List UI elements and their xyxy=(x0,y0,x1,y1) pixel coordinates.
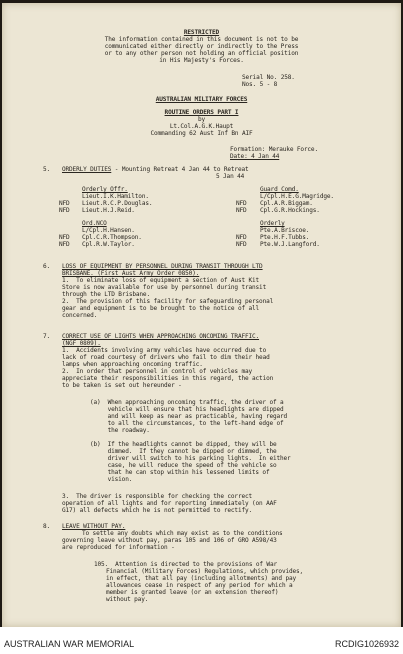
duty-name: Pte.A.Briscoe. xyxy=(260,227,310,234)
body-line: lamps when approaching oncoming traffic. xyxy=(62,361,203,368)
body-line: and will keep as near as practicable, having regard xyxy=(90,413,288,420)
body-line: 2. The provision of this facility for safeguarding personal xyxy=(62,298,274,305)
commanding-officer: Lt.Col.A.G.K.Haupt xyxy=(169,123,234,130)
body-line: vehicle will ensure that his headlights are dipped xyxy=(90,406,284,413)
body-line: allowances cease in respect of any period for which a xyxy=(106,582,293,589)
duty-name: Cpl.G.R.Hockings. xyxy=(260,207,320,214)
order-numbers: Nos. 5 - 8 xyxy=(242,81,278,88)
body-line: (b) If the headlights cannot be dipped, they will be xyxy=(90,441,277,448)
nfd-mark: NFD xyxy=(59,200,70,207)
by-line: by xyxy=(197,116,206,123)
body-line: vision. xyxy=(90,476,133,483)
orderly-heading: Orderly xyxy=(260,220,285,227)
item-number: 7. xyxy=(43,333,51,340)
duty-name: Lieut.I.K.Hamilton. xyxy=(82,193,149,200)
item-title: CORRECT USE OF LIGHTS WHEN APPROACHING ONCOMING TRAFFIC. xyxy=(62,333,260,340)
body-line: that he can stop within his lessened limits of xyxy=(90,469,270,476)
item-number: 8. xyxy=(43,523,51,530)
archive-id: RCDIG1026932 xyxy=(334,639,399,649)
body-line: the roadway. xyxy=(90,427,150,434)
command-line: Commanding 62 Aust Inf Bn AIF xyxy=(150,130,253,137)
nfd-mark: NFD xyxy=(236,234,247,241)
body-line: 3. The driver is responsible for checking the correct xyxy=(62,493,253,500)
document-date: Date: 4 Jan 44 xyxy=(230,153,280,160)
item-title-rest: - Mounting Retreat 4 Jan 44 to Retreat xyxy=(111,166,249,173)
body-line: Store is now available for use by personnel during transit xyxy=(62,284,267,291)
duty-name: Cpl.C.R.Thompson. xyxy=(82,234,142,241)
body-line: 2. In order that personnel in control of vehicles may xyxy=(62,368,253,375)
body-line: concerned. xyxy=(62,312,98,319)
item-title: (NGF 0809). xyxy=(62,340,101,347)
item-subline: 5 Jan 44 xyxy=(216,173,245,180)
body-line: driver will switch to his parking lights. In either xyxy=(90,455,291,462)
body-line: to all the circumstances, to the left-hand edge of xyxy=(90,420,284,427)
body-line: appreciate their responsibilities in this regard, the action xyxy=(62,375,274,382)
nfd-mark: NFD xyxy=(236,241,247,248)
duty-name: Cpl.R.W.Taylor. xyxy=(82,241,135,248)
item-title: LEAVE WITHOUT PAY. xyxy=(62,523,126,530)
body-line: (a) When approaching oncoming traffic, the driver of a xyxy=(90,399,284,406)
duty-name: L/Cpl.H.E.G.Magridge. xyxy=(260,193,334,200)
nfd-mark: NFD xyxy=(236,207,247,214)
archive-footer xyxy=(0,627,403,654)
item-title xyxy=(62,166,249,173)
body-line: 1. Accidents involving army vehicles have occurred due to xyxy=(62,347,267,354)
body-line: 105. Attention is directed to the provisions of War xyxy=(94,561,277,568)
document-page xyxy=(2,3,401,627)
notice-line: in His Majesty's Forces. xyxy=(159,57,244,64)
body-line: To settle any doubts which may exist as to the conditions xyxy=(82,530,283,537)
nfd-mark: NFD xyxy=(59,234,70,241)
body-line: governing leave without pay, paras 105 and 106 of GRO A598/43 xyxy=(62,537,277,544)
body-line: gear and equipment is to be brought to the notice of all xyxy=(62,305,260,312)
formation: Formation: Merauke Force. xyxy=(230,146,318,153)
orders-heading: ROUTINE ORDERS PART I xyxy=(164,109,239,116)
body-line: lack of road courtesy of drivers who fail to dim their head xyxy=(62,354,270,361)
notice-line: The information contained in this document is not to be xyxy=(104,36,299,43)
body-line: without pay. xyxy=(106,596,149,603)
unit-heading: AUSTRALIAN MILITARY FORCES xyxy=(155,96,248,103)
body-line: are reproduced for information - xyxy=(62,544,175,551)
item-title-text: ORDERLY DUTIES xyxy=(62,166,112,173)
body-line: case, he will reduce the speed of the vehicle so xyxy=(90,462,277,469)
restricted-heading: RESTRICTED xyxy=(183,29,220,36)
body-line: to be taken is set out hereunder - xyxy=(62,382,182,389)
notice-line: or to any other person not holding an official position xyxy=(104,50,299,57)
orderly-offr-heading: Orderly Offr. xyxy=(82,186,128,193)
duty-name: Lieut.R.C.P.Douglas. xyxy=(82,200,153,207)
archive-name: AUSTRALIAN WAR MEMORIAL xyxy=(4,639,135,649)
body-line: through the LTD Brisbane. xyxy=(62,291,150,298)
duty-name: L/Cpl.H.Hansen. xyxy=(82,227,135,234)
item-number: 6. xyxy=(43,263,51,270)
item-title: LOSS OF EQUIPMENT BY PERSONNEL DURING TRANSIT THROUGH LTD xyxy=(62,263,263,270)
item-number: 5. xyxy=(43,166,51,173)
nfd-mark: NFD xyxy=(59,207,70,214)
notice-line: communicated either directly or indirectly to the Press xyxy=(104,43,299,50)
body-line: operation of all lights and for reporting immediately (on AAF xyxy=(62,500,277,507)
item-title: BRISBANE. (First Aust Army Order 0850). xyxy=(62,270,200,277)
body-line: G17) all defects which he is not permitted to rectify. xyxy=(62,507,253,514)
body-line: in effect, that all pay (including allotments) and pay xyxy=(106,575,297,582)
body-line: member is granted leave (or an extension thereof) xyxy=(106,589,279,596)
guard-comd-heading: Guard Comd. xyxy=(260,186,299,193)
duty-name: Pte.W.J.Langford. xyxy=(260,241,320,248)
body-line: Financial (Military Forces) Regulations, which provides, xyxy=(106,568,304,575)
ord-nco-heading: Ord.NCO xyxy=(82,220,107,227)
nfd-mark: NFD xyxy=(59,241,70,248)
duty-name: Cpl.A.R.Biggam. xyxy=(260,200,313,207)
body-line: 1. To eliminate loss of equipment a section of Aust Kit xyxy=(62,277,260,284)
duty-name: Pte.H.F.Tubbs. xyxy=(260,234,310,241)
duty-name: Lieut.H.J.Reid. xyxy=(82,207,135,214)
nfd-mark: NFD xyxy=(236,200,247,207)
body-line: dimmed. If they cannot be dipped or dimmed, the xyxy=(90,448,277,455)
serial-number: Serial No. 258. xyxy=(242,74,295,81)
